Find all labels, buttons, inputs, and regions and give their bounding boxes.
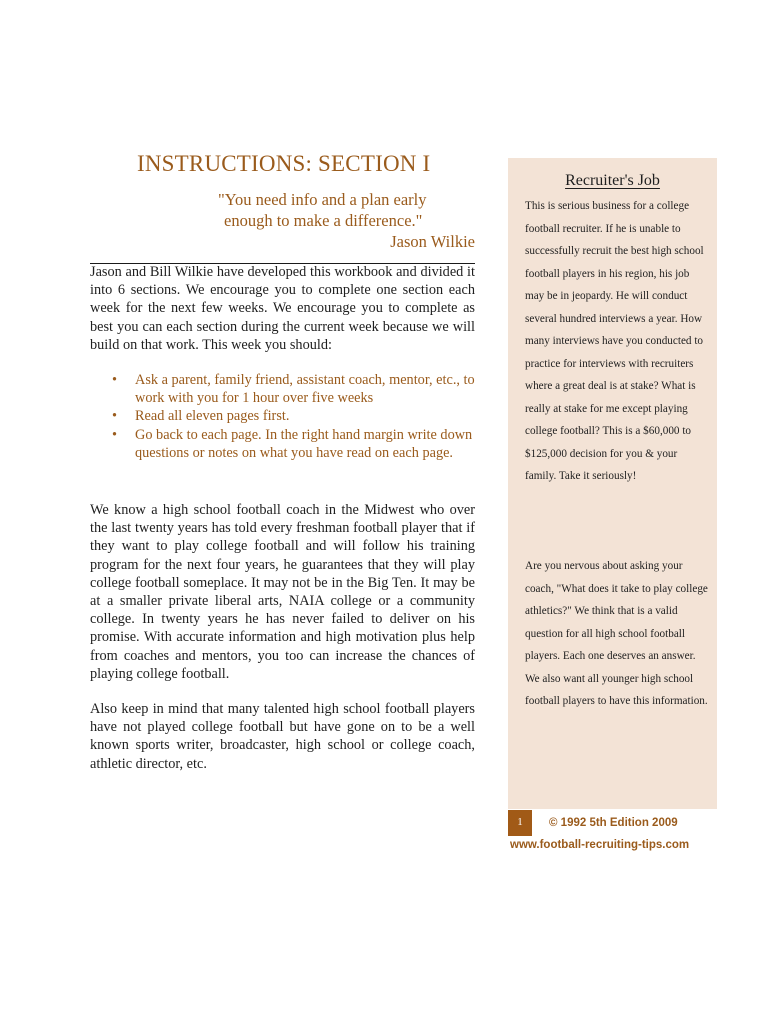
page-title: INSTRUCTIONS: SECTION I: [137, 151, 431, 176]
website-link[interactable]: www.football-recruiting-tips.com: [510, 839, 690, 851]
edition-text: © 1992 5th Edition 2009: [549, 817, 678, 829]
instruction-list: [112, 371, 482, 462]
coach-paragraph: We know a high school football coach in the Midwest who over the last twenty years has told every freshman football player that if they want to play college football and will follow his training program for the next four years, he guarantees that they will play college football someplace. It may not be in the Big Ten. It may be at a smaller private liberal arts, NAIA college or a community college. In twenty years he has never failed to deliver on his promise. With accurate information and high motivation plus help from coaches and mentors, you too can increase the chances of playing college football.: [90, 502, 475, 682]
list-item: • Ask a parent, family friend, assistant coach, mentor, etc., to work with you for 1 hour over five weeks: [112, 371, 482, 407]
intro-paragraph: Jason and Bill Wilkie have developed this workbook and divided it into 6 sections. We encourage you to complete one section each week for the next few weeks. We encourage you to complete as best you can each section during the current week because we will build on that work. This week you should:: [90, 264, 475, 353]
page-number: 1: [508, 810, 532, 836]
careers-paragraph: Also keep in mind that many talented high school football players have not played college football but have gone on to be a well known sports writer, broadcaster, high school or college coach, athletic director, etc.: [90, 701, 475, 772]
sidebar-paragraph: Are you nervous about asking your coach, "What does it take to play college athletics?" We think that is a valid question for all high school football players. Each one deserves an answer. We also want all younger high school football players to have this information.: [525, 560, 708, 707]
quote-block: [200, 189, 475, 252]
list-item: • Go back to each page. In the right hand margin write down questions or notes on what you have read on each page.: [112, 426, 482, 462]
list-item: • Read all eleven pages first.: [112, 407, 482, 425]
quote-line: "You need info and a plan early: [218, 190, 427, 209]
quote-line: enough to make a difference.": [224, 211, 423, 230]
quote-author: Jason Wilkie: [390, 232, 475, 251]
sidebar-paragraph: This is serious business for a college football recruiter. If he is unable to successfully recruit the best high school football players in his region, his job may be in jeopardy. He will conduct several hundred interviews a year. How many interviews have you conducted to practice for interviews with recruiters where a great deal is at stake? What is really at stake for me except playing college football? This is a $60,000 to $125,000 decision for you & your family. Take it seriously!: [525, 200, 704, 482]
sidebar-title: Recruiter's Job: [565, 172, 660, 189]
